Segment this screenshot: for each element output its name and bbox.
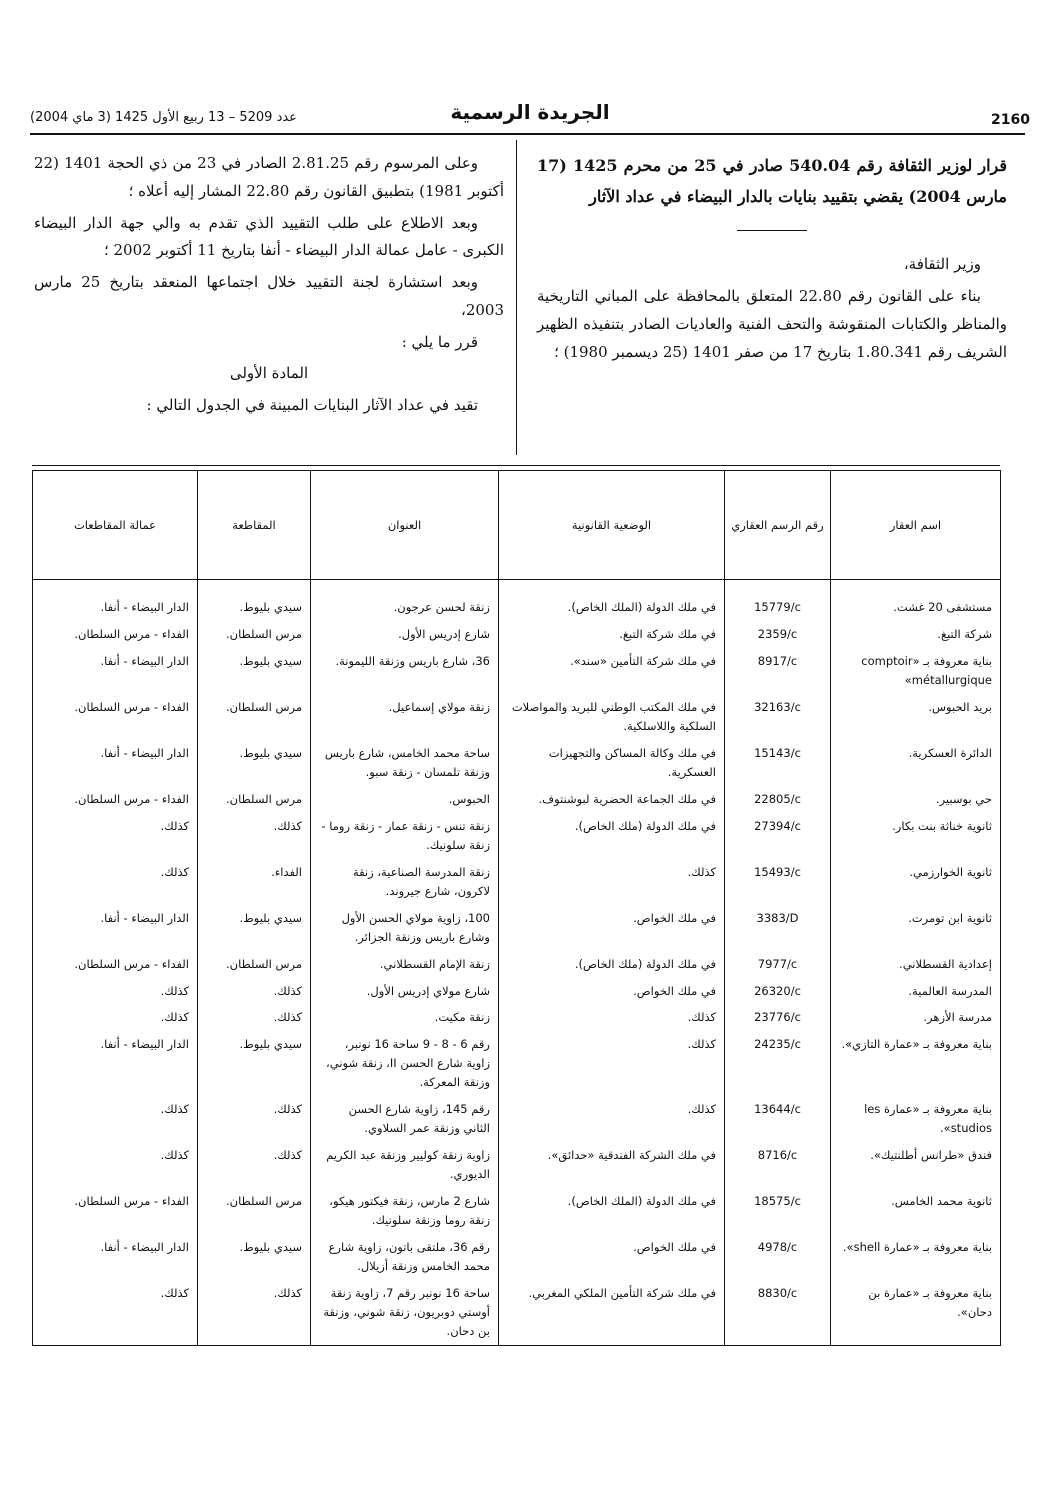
cell-name: حي بوسبير. [831, 786, 1001, 813]
cell-name: ثانوية الخوارزمي. [831, 859, 1001, 905]
cell-title-number: 15779/c [725, 580, 831, 621]
table-row [33, 786, 1001, 813]
cell-address: شارع مولاي إدريس الأول. [311, 978, 499, 1005]
cell-name: فندق «طرانس أطلنتيك». [831, 1142, 1001, 1188]
cell-address: زنقة تنس - زنقة عمار - زنقة روما - زنقة سلونيك. [311, 813, 499, 859]
table-row [33, 1004, 1001, 1031]
cell-prefecture: الفداء - مرس السلطان. [33, 951, 198, 978]
cell-district: مرس السلطان. [198, 621, 311, 648]
cell-prefecture: كذلك. [33, 859, 198, 905]
cell-title-number: 22805/c [725, 786, 831, 813]
cell-name: بناية معروفة بـ «عمارة shell». [831, 1234, 1001, 1280]
cell-legal-status: في ملك الخواص. [499, 905, 725, 951]
cell-address: ساحة محمد الخامس، شارع باريس وزنقة تلمسان - زنقة سبو. [311, 740, 499, 786]
cell-title-number: 26320/c [725, 978, 831, 1005]
cell-legal-status: في ملك الخواص. [499, 1234, 725, 1280]
table-row [33, 905, 1001, 951]
cell-district: مرس السلطان. [198, 786, 311, 813]
cell-district: مرس السلطان. [198, 1188, 311, 1234]
cell-district: سيدي بليوط. [198, 740, 311, 786]
cell-name: المدرسة العالمية. [831, 978, 1001, 1005]
table-row [33, 1096, 1001, 1142]
preamble-1: بناء على القانون رقم 22.80 المتعلق بالمحافظة على المباني التاريخية والمناظر والكتابات المنقوشة والتحف الفنية والعاديات الصادر بتنفيذه الظهير الشريف رقم 1.80.341 بتاريخ 17 من صفر 1401 (25 ديسمبر 1980) ؛ [537, 287, 1007, 361]
cell-title-number: 32163/c [725, 694, 831, 740]
cell-title-number: 8917/c [725, 648, 831, 694]
cell-district: سيدي بليوط. [198, 1234, 311, 1280]
col-header-name: اسم العقار [831, 471, 1001, 580]
table-row [33, 740, 1001, 786]
cell-prefecture: الفداء - مرس السلطان. [33, 786, 198, 813]
col-header-legal-status: الوضعية القانونية [499, 471, 725, 580]
cell-legal-status: كذلك. [499, 1096, 725, 1142]
cell-name: ثانوية محمد الخامس. [831, 1188, 1001, 1234]
table-row [33, 694, 1001, 740]
cell-address: زنقة المدرسة الصناعية، زنقة لاكرون، شارع جيروند. [311, 859, 499, 905]
col-header-prefecture: عمالة المقاطعات [33, 471, 198, 580]
table-row [33, 951, 1001, 978]
header-rule [30, 133, 1025, 135]
cell-title-number: 15493/c [725, 859, 831, 905]
cell-title-number: 15143/c [725, 740, 831, 786]
cell-address: 100، زاوية مولاي الحسن الأول وشارع باريس وزنقة الجزائر. [311, 905, 499, 951]
cell-name: الدائرة العسكرية. [831, 740, 1001, 786]
cell-address: رقم 6 - 8 - 9 ساحة 16 نونبر، زاوية شارع الحسن II، زنقة شوني، وزنقة المعركة. [311, 1031, 499, 1096]
cell-legal-status: في ملك شركة التأمين الملكي المغربي. [499, 1280, 725, 1345]
column-divider [516, 140, 517, 455]
cell-district: الفداء. [198, 859, 311, 905]
col-header-address: العنوان [311, 471, 499, 580]
cell-legal-status: في ملك شركة التأمين «سند». [499, 648, 725, 694]
cell-name: ثانوية ابن تومرت. [831, 905, 1001, 951]
cell-legal-status: كذلك. [499, 859, 725, 905]
cell-district: كذلك. [198, 1096, 311, 1142]
cell-district: سيدي بليوط. [198, 580, 311, 621]
cell-name: بريد الحبوس. [831, 694, 1001, 740]
cell-legal-status: في ملك الخواص. [499, 978, 725, 1005]
cell-title-number: 13644/c [725, 1096, 831, 1142]
table-row [33, 580, 1001, 621]
cell-district: كذلك. [198, 813, 311, 859]
cell-title-number: 8830/c [725, 1280, 831, 1345]
cell-legal-status: في ملك الدولة (ملك الخاص). [499, 951, 725, 978]
table-header-row [33, 471, 1001, 580]
cell-prefecture: كذلك. [33, 978, 198, 1005]
cell-legal-status: في ملك الشركة الفندقية «حدائق». [499, 1142, 725, 1188]
title-divider [737, 230, 807, 231]
cell-prefecture: الفداء - مرس السلطان. [33, 694, 198, 740]
cell-prefecture: الفداء - مرس السلطان. [33, 1188, 198, 1234]
cell-title-number: 27394/c [725, 813, 831, 859]
table-body [33, 580, 1001, 1346]
issue-info: عدد 5209 – 13 ربيع الأول 1425 (3 ماي 2004) [30, 110, 297, 125]
article-text: تقيد في عداد الآثار البنايات المبينة في الجدول التالي : [146, 396, 478, 414]
table-row [33, 978, 1001, 1005]
cell-prefecture: الدار البيضاء - أنفا. [33, 648, 198, 694]
cell-name: مدرسة الأزهر. [831, 1004, 1001, 1031]
right-column [537, 150, 1007, 370]
cell-title-number: 2359/c [725, 621, 831, 648]
cell-name: بناية معروفة بـ «comptoir métallurgique» [831, 648, 1001, 694]
cell-title-number: 8716/c [725, 1142, 831, 1188]
monuments-table [32, 470, 1001, 1346]
cell-address: زاوية زنقة كوليير وزنقة عبد الكريم الديوري. [311, 1142, 499, 1188]
table-row [33, 1031, 1001, 1096]
cell-prefecture: الدار البيضاء - أنفا. [33, 580, 198, 621]
article-title: المادة الأولى [229, 364, 309, 383]
cell-district: سيدي بليوط. [198, 1031, 311, 1096]
cell-title-number: 18575/c [725, 1188, 831, 1234]
decree-title: قرار لوزير الثقافة رقم 540.04 صادر في 25 من محرم 1425 (17 مارس 2004) يقضي بتقييد بنايات بالدار البيضاء في عداد الآثار [537, 156, 1008, 207]
cell-prefecture: الدار البيضاء - أنفا. [33, 1234, 198, 1280]
cell-legal-status: في ملك الدولة (ملك الخاص). [499, 813, 725, 859]
cell-title-number: 7977/c [725, 951, 831, 978]
cell-legal-status: كذلك. [499, 1004, 725, 1031]
cell-district: مرس السلطان. [198, 951, 311, 978]
cell-district: مرس السلطان. [198, 694, 311, 740]
gazette-title: الجريدة الرسمية [450, 100, 610, 124]
cell-legal-status: في ملك وكالة المساكن والتجهيزات العسكرية. [499, 740, 725, 786]
cell-legal-status: كذلك. [499, 1031, 725, 1096]
cell-prefecture: الدار البيضاء - أنفا. [33, 1031, 198, 1096]
preamble-4: وبعد استشارة لجنة التقييد خلال اجتماعها المنعقد بتاريخ 25 مارس 2003، [34, 273, 504, 319]
cell-legal-status: في ملك الدولة (الملك الخاص). [499, 580, 725, 621]
cell-name: إعدادية القسطلاني. [831, 951, 1001, 978]
col-header-district: المقاطعة [198, 471, 311, 580]
cell-prefecture: كذلك. [33, 813, 198, 859]
cell-title-number: 24235/c [725, 1031, 831, 1096]
cell-prefecture: كذلك. [33, 1280, 198, 1345]
cell-address: رقم 145، زاوية شارع الحسن الثاني وزنقة عمر السلاوي. [311, 1096, 499, 1142]
cell-district: كذلك. [198, 978, 311, 1005]
cell-address: زنقة الإمام القسطلاني. [311, 951, 499, 978]
cell-address: زنقة لحسن عرجون. [311, 580, 499, 621]
cell-legal-status: في ملك شركة التبغ. [499, 621, 725, 648]
preamble-2: وعلى المرسوم رقم 2.81.25 الصادر في 23 من ذي الحجة 1401 (22 أكتوبر 1981) بتطبيق القانون رقم 22.80 المشار إليه أعلاه ؛ [34, 154, 504, 200]
table-row [33, 648, 1001, 694]
cell-prefecture: كذلك. [33, 1096, 198, 1142]
cell-address: الحبوس. [311, 786, 499, 813]
cell-address: ساحة 16 نونبر رقم 7، زاوية زنقة أوستي دوبريون، زنقة شوني، وزنقة بن دحان. [311, 1280, 499, 1345]
cell-name: بناية معروفة بـ «عمارة التازي». [831, 1031, 1001, 1096]
cell-prefecture: الدار البيضاء - أنفا. [33, 905, 198, 951]
col-header-title-number: رقم الرسم العقاري [725, 471, 831, 580]
cell-district: كذلك. [198, 1142, 311, 1188]
cell-legal-status: في ملك الدولة (الملك الخاص). [499, 1188, 725, 1234]
cell-address: زنقة مولاي إسماعيل. [311, 694, 499, 740]
table-row [33, 1234, 1001, 1280]
cell-district: سيدي بليوط. [198, 905, 311, 951]
table-row [33, 859, 1001, 905]
cell-address: شارع 2 مارس، زنقة فيكتور هيكو، زنقة روما وزنقة سلونيك. [311, 1188, 499, 1234]
cell-name: بناية معروفة بـ «عمارة les studios». [831, 1096, 1001, 1142]
table-row [33, 813, 1001, 859]
cell-name: مستشفى 20 غشت. [831, 580, 1001, 621]
table-row [33, 621, 1001, 648]
table-top-rule [32, 465, 1000, 466]
page-number: 2160 [991, 112, 1030, 128]
page-header [30, 100, 1030, 130]
cell-prefecture: الدار البيضاء - أنفا. [33, 740, 198, 786]
cell-name: بناية معروفة بـ «عمارة بن دحان». [831, 1280, 1001, 1345]
cell-address: رقم 36، ملتقى باتون، زاوية شارع محمد الخامس وزنقة أزيلال. [311, 1234, 499, 1280]
table-row [33, 1280, 1001, 1345]
cell-legal-status: في ملك المكتب الوطني للبريد والمواصلات السلكية واللاسلكية. [499, 694, 725, 740]
cell-address: شارع إدريس الأول. [311, 621, 499, 648]
cell-district: كذلك. [198, 1004, 311, 1031]
left-column [34, 150, 504, 424]
cell-address: زنقة مكيت. [311, 1004, 499, 1031]
cell-prefecture: كذلك. [33, 1142, 198, 1188]
cell-prefecture: كذلك. [33, 1004, 198, 1031]
monuments-table-wrapper [32, 465, 1000, 1346]
cell-district: كذلك. [198, 1280, 311, 1345]
cell-name: ثانوية خناثة بنت بكار. [831, 813, 1001, 859]
cell-address: 36، شارع باريس وزنقة الليمونة. [311, 648, 499, 694]
cell-name: شركة التبغ. [831, 621, 1001, 648]
table-row [33, 1188, 1001, 1234]
cell-district: سيدي بليوط. [198, 648, 311, 694]
cell-prefecture: الفداء - مرس السلطان. [33, 621, 198, 648]
minister-line: وزير الثقافة، [903, 255, 981, 274]
cell-title-number: 23776/c [725, 1004, 831, 1031]
decides-line: قرر ما يلي : [401, 332, 478, 351]
table-row [33, 1142, 1001, 1188]
cell-legal-status: في ملك الجماعة الحضرية لبوشنتوف. [499, 786, 725, 813]
preamble-3: وبعد الاطلاع على طلب التقييد الذي تقدم به والي جهة الدار البيضاء الكبرى - عامل عمالة الدار البيضاء - أنفا بتاريخ 11 أكتوبر 2002 ؛ [34, 213, 504, 260]
cell-title-number: 4978/c [725, 1234, 831, 1280]
cell-title-number: 3383/D [725, 905, 831, 951]
